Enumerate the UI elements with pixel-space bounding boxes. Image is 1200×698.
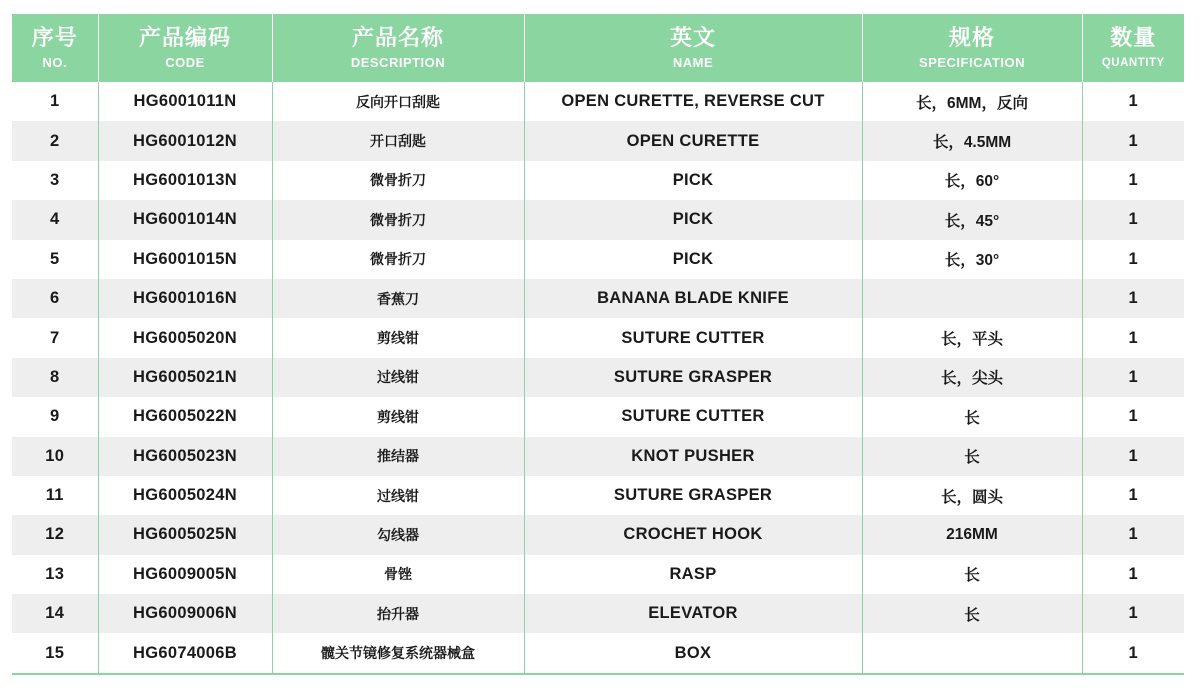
cell-specification: [862, 633, 1082, 673]
cell-specification: 长，圆头: [862, 476, 1082, 515]
cell-specification: 长: [862, 555, 1082, 594]
table-row: [12, 476, 1184, 515]
table-row: [12, 437, 1184, 476]
cell-code: HG6005024N: [98, 476, 272, 515]
cell-code: HG6005020N: [98, 318, 272, 357]
cell-description: 微骨折刀: [272, 200, 524, 239]
header-no-zh: 序号: [31, 25, 78, 51]
cell-quantity: 1: [1082, 82, 1184, 121]
header-specification: [862, 14, 1082, 82]
table-row: [12, 594, 1184, 633]
cell-name: SUTURE CUTTER: [524, 318, 862, 357]
cell-specification: 长: [862, 437, 1082, 476]
cell-no: 8: [12, 358, 98, 397]
cell-no: 14: [12, 594, 98, 633]
table-row: [12, 200, 1184, 239]
cell-quantity: 1: [1082, 121, 1184, 160]
table-row: [12, 633, 1184, 673]
cell-name: BANANA BLADE KNIFE: [524, 279, 862, 318]
cell-quantity: 1: [1082, 476, 1184, 515]
table-row: [12, 397, 1184, 436]
cell-code: HG6001013N: [98, 161, 272, 200]
header-name-en: NAME: [672, 54, 714, 70]
cell-description: 开口刮匙: [272, 121, 524, 160]
cell-code: HG6005022N: [98, 397, 272, 436]
cell-name: CROCHET HOOK: [524, 515, 862, 554]
cell-quantity: 1: [1082, 515, 1184, 554]
cell-name: OPEN CURETTE, REVERSE CUT: [524, 82, 862, 121]
header-description-zh: 产品名称: [351, 25, 444, 51]
cell-name: ELEVATOR: [524, 594, 862, 633]
cell-code: HG6001015N: [98, 240, 272, 279]
cell-no: 15: [12, 633, 98, 673]
cell-no: 1: [50, 92, 60, 111]
cell-quantity: 1: [1082, 633, 1184, 673]
header-no-en: NO.: [42, 54, 68, 70]
cell-quantity: 1: [1082, 240, 1184, 279]
cell-description: 香蕉刀: [272, 279, 524, 318]
cell-no: 9: [50, 407, 60, 426]
cell-code: HG6005025N: [98, 515, 272, 554]
header-code: [98, 14, 272, 82]
header-code-zh: 产品编码: [138, 25, 231, 51]
cell-name: OPEN CURETTE: [524, 121, 862, 160]
table-body: [12, 82, 1184, 674]
cell-quantity: 1: [1082, 279, 1184, 318]
cell-no: 13: [45, 564, 65, 583]
cell-no: 4: [12, 200, 98, 239]
header-quantity-en: QUANTITY: [1101, 56, 1165, 69]
cell-name: PICK: [524, 240, 862, 279]
cell-quantity: 1: [1082, 358, 1184, 397]
table-row: [12, 318, 1184, 357]
cell-description: 过线钳: [272, 476, 524, 515]
cell-name: SUTURE GRASPER: [524, 476, 862, 515]
cell-code: HG6001014N: [98, 200, 272, 239]
table-row: [12, 515, 1184, 554]
cell-specification: 长，60°: [862, 161, 1082, 200]
cell-quantity: 1: [1082, 318, 1184, 357]
cell-name: SUTURE GRASPER: [524, 358, 862, 397]
cell-description: 骨锉: [272, 555, 524, 594]
cell-quantity: 1: [1082, 200, 1184, 239]
header-specification-en: SPECIFICATION: [919, 54, 1025, 70]
cell-specification: 长，平头: [862, 318, 1082, 357]
cell-specification: 长: [862, 594, 1082, 633]
cell-specification: 216MM: [862, 515, 1082, 554]
cell-quantity: 1: [1082, 397, 1184, 436]
table-row: [12, 121, 1184, 160]
cell-code: HG6001011N: [98, 82, 272, 121]
cell-quantity: 1: [1082, 594, 1184, 633]
cell-no: 5: [50, 249, 60, 268]
header-no: [12, 14, 98, 82]
cell-code: HG6009006N: [98, 594, 272, 633]
table-row: [12, 82, 1184, 121]
cell-description: 抬升器: [272, 594, 524, 633]
cell-description: 微骨折刀: [272, 161, 524, 200]
table-header: [12, 14, 1184, 82]
cell-description: 微骨折刀: [272, 240, 524, 279]
header-quantity-zh: 数量: [1110, 25, 1157, 51]
header-row: [12, 14, 1184, 82]
cell-code: HG6005021N: [98, 358, 272, 397]
cell-code: HG6001012N: [98, 121, 272, 160]
cell-specification: 长，30°: [862, 240, 1082, 279]
table-row: [12, 240, 1184, 279]
header-specification-zh: 规格: [948, 25, 995, 51]
cell-specification: 长: [862, 397, 1082, 436]
header-description: [272, 14, 524, 82]
cell-no: 7: [50, 328, 60, 347]
table-row: [12, 555, 1184, 594]
cell-description: 勾线器: [272, 515, 524, 554]
table-row: [12, 279, 1184, 318]
cell-quantity: 1: [1082, 555, 1184, 594]
cell-no: 3: [50, 170, 60, 189]
cell-name: PICK: [524, 161, 862, 200]
cell-no: 6: [12, 279, 98, 318]
cell-name: KNOT PUSHER: [524, 437, 862, 476]
cell-description: 反向开口刮匙: [272, 82, 524, 121]
cell-specification: [862, 279, 1082, 318]
cell-code: HG6074006B: [98, 633, 272, 673]
header-quantity: [1082, 14, 1184, 82]
header-code-en: CODE: [165, 54, 205, 70]
cell-description: 过线钳: [272, 358, 524, 397]
header-name: [524, 14, 862, 82]
header-name-zh: 英文: [669, 25, 716, 51]
cell-code: HG6001016N: [98, 279, 272, 318]
cell-name: BOX: [524, 633, 862, 673]
cell-specification: 长，4.5MM: [862, 121, 1082, 160]
table-row: [12, 358, 1184, 397]
cell-no: 2: [12, 121, 98, 160]
cell-name: SUTURE CUTTER: [524, 397, 862, 436]
cell-code: HG6009005N: [98, 555, 272, 594]
cell-name: RASP: [524, 555, 862, 594]
cell-no: 10: [12, 437, 98, 476]
cell-name: PICK: [524, 200, 862, 239]
cell-description: 剪线钳: [272, 318, 524, 357]
cell-description: 髋关节镜修复系统器械盒: [272, 633, 524, 673]
cell-specification: 长，45°: [862, 200, 1082, 239]
cell-description: 推结器: [272, 437, 524, 476]
cell-code: HG6005023N: [98, 437, 272, 476]
cell-specification: 长，6MM，反向: [862, 82, 1082, 121]
product-table-container: [12, 14, 1184, 675]
cell-quantity: 1: [1082, 161, 1184, 200]
cell-no: 11: [45, 486, 64, 505]
cell-no: 12: [12, 515, 98, 554]
header-description-en: DESCRIPTION: [350, 54, 446, 70]
cell-specification: 长，尖头: [862, 358, 1082, 397]
cell-quantity: 1: [1082, 437, 1184, 476]
product-table: [12, 14, 1184, 675]
cell-description: 剪线钳: [272, 397, 524, 436]
table-row: [12, 161, 1184, 200]
